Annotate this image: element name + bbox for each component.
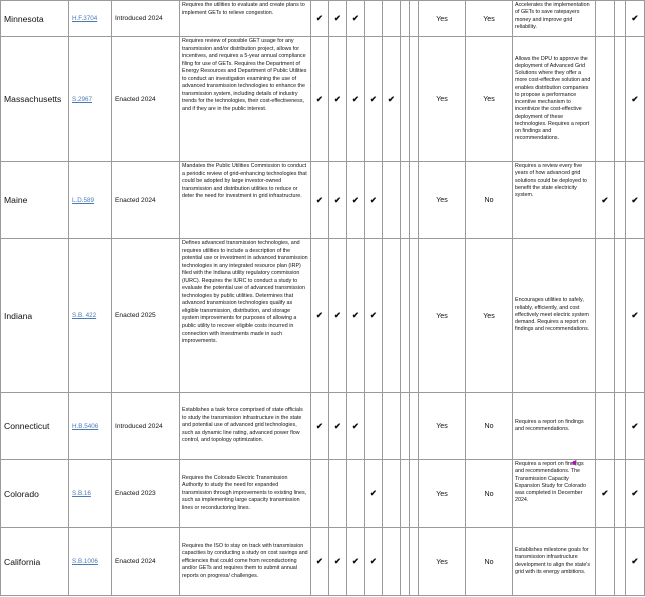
check-mark-icon: ✔ bbox=[596, 162, 615, 239]
bill-impact: Requires a review every five years of how advanced grid solutions could be deployed to benefit the state electricity system. bbox=[513, 162, 596, 239]
check-mark-icon: ✔ bbox=[626, 239, 645, 393]
answer-cell: No bbox=[466, 528, 513, 596]
bill-link[interactable]: H.B.5406 bbox=[72, 422, 99, 430]
bill-status: Enacted 2024 bbox=[112, 528, 180, 596]
check-mark-icon: ✔ bbox=[626, 37, 645, 162]
answer-cell: Yes bbox=[419, 37, 466, 162]
bill-link[interactable]: S.B.16 bbox=[72, 490, 91, 497]
check-mark-icon: ✔ bbox=[347, 239, 365, 393]
bill-status: Introduced 2024 bbox=[112, 1, 180, 37]
check-mark-icon: ✔ bbox=[365, 37, 383, 162]
bill-description: Mandates the Public Utilities Commission to conduct a periodic review of grid-enhancing technologies that could be adopted by large investor-owned transmission and distribution utilities to reduce or deter the need for investment in grid infrastructure. bbox=[180, 162, 311, 239]
table-row bbox=[1, 393, 645, 460]
answer-cell: Yes bbox=[419, 393, 466, 460]
bill-link[interactable]: S.B.1006 bbox=[72, 558, 98, 565]
bill-status: Enacted 2024 bbox=[112, 162, 180, 239]
answer-cell: Yes bbox=[419, 460, 466, 528]
check-mark-icon bbox=[596, 239, 615, 393]
state-name: Colorado bbox=[1, 460, 69, 528]
check-mark-icon: ✔ bbox=[626, 528, 645, 596]
state-name: Minnesota bbox=[1, 1, 69, 37]
check-mark-icon bbox=[596, 393, 615, 460]
check-mark-icon bbox=[410, 37, 419, 162]
empty-cell bbox=[615, 37, 626, 162]
table-row bbox=[1, 1, 645, 37]
bill-impact: Requires a report on findings and recommendations. bbox=[513, 393, 596, 460]
bill-link[interactable]: L.D.589 bbox=[72, 196, 95, 204]
check-mark-icon: ✔ bbox=[347, 528, 365, 596]
check-mark-icon bbox=[401, 460, 410, 528]
answer-cell: No bbox=[466, 460, 513, 528]
check-mark-icon: ✔ bbox=[311, 239, 329, 393]
answer-cell: No bbox=[466, 393, 513, 460]
check-mark-icon: ✔ bbox=[329, 37, 347, 162]
check-mark-icon: ✔ bbox=[347, 162, 365, 239]
answer-cell: Yes bbox=[419, 1, 466, 37]
bill-description: Defines advanced transmission technologies, and requires utilities to include a description of the potential use or investment in advanced transmission technologies in any integrated resource plan (IRP) filed with the Indiana utility regulatory commission (IURC). Requires the IURC to conduct a study to evaluate the potential use of advanced transmission technologies by public utilities. Determines that advanced transmission technologies qualify as eligible transmission, distribution, and storage system improvements for purposes of allowing a public utility to recover eligible costs incurred in connection with investments made in such improvements. bbox=[180, 239, 311, 393]
bill-impact: Requires a report on findings and recommendations. The Transmission Capacity Expansion Study for Colorado was completed in December 2024. bbox=[513, 460, 596, 528]
check-mark-icon: ✔ bbox=[626, 460, 645, 528]
state-name: Maine bbox=[1, 162, 69, 239]
check-mark-icon bbox=[383, 460, 401, 528]
table-row bbox=[1, 460, 645, 528]
check-mark-icon bbox=[329, 460, 347, 528]
bill-description: Requires the Colorado Electric Transmission Authority to study the need for expanded transmission through improvements to existing lines, such as implementing large capacity transmission lines or reconductoring lines. bbox=[180, 460, 311, 528]
bill-description: Requires the utilities to evaluate and create plans to implement GETs to relieve congestion. bbox=[180, 1, 311, 37]
check-mark-icon: ✔ bbox=[365, 162, 383, 239]
answer-cell: Yes bbox=[419, 239, 466, 393]
bill-impact: Allows the DPU to approve the deployment of Advanced Grid Solutions where they offer a more cost-effective solution and enables distribution companies to propose a performance incentive mechanism to incentivize the cost-effective deployment of these technologies. Requires a report on findings and recommendations. bbox=[513, 37, 596, 162]
check-mark-icon: ✔ bbox=[329, 162, 347, 239]
bill-link[interactable]: S.2967 bbox=[72, 95, 92, 103]
check-mark-icon bbox=[383, 162, 401, 239]
bill-link[interactable]: S.B. 422 bbox=[72, 312, 97, 319]
check-mark-icon bbox=[383, 239, 401, 393]
check-mark-icon bbox=[383, 1, 401, 37]
bill-impact: Establishes milestone goals for transmission infrastructure development to align the state's grid with its energy ambitions. bbox=[513, 528, 596, 596]
check-mark-icon: ✔ bbox=[311, 393, 329, 460]
bill-description: Requires the ISO to stay on track with transmission capacities by conducting a study on cost savings and efficiencies that could come from reconductoring and/or GETs and requires them to submit annual reports on progress/ challenges. bbox=[180, 528, 311, 596]
table-row bbox=[1, 162, 645, 239]
check-mark-icon: ✔ bbox=[383, 37, 401, 162]
answer-cell: Yes bbox=[466, 1, 513, 37]
bill-status: Enacted 2025 bbox=[112, 239, 180, 393]
bill-description: Requires review of possible GET usage for any transmission and/or distribution project, allows for incentives, and requires a 5-year annual compliance filing for use of GETs. Requires the Department of Energy Resources and Department of Public Utilities to conduct an investigation examining the use of advanced transmission technologies to enhance the transmission system, including details of industry trends for the technologies, their cost-effectiveness, and if they are in the public interest. bbox=[180, 37, 311, 162]
check-mark-icon: ✔ bbox=[626, 1, 645, 37]
check-mark-icon: ✔ bbox=[626, 393, 645, 460]
empty-cell bbox=[615, 239, 626, 393]
check-mark-icon: ✔ bbox=[365, 239, 383, 393]
table-row bbox=[1, 37, 645, 162]
check-mark-icon bbox=[401, 162, 410, 239]
check-mark-icon bbox=[401, 1, 410, 37]
check-mark-icon: ✔ bbox=[311, 1, 329, 37]
state-name: California bbox=[1, 528, 69, 596]
empty-cell bbox=[615, 162, 626, 239]
check-mark-icon: ✔ bbox=[347, 1, 365, 37]
check-mark-icon bbox=[365, 1, 383, 37]
state-name: Massachusetts bbox=[1, 37, 69, 162]
check-mark-icon bbox=[410, 239, 419, 393]
answer-cell: Yes bbox=[419, 162, 466, 239]
check-mark-icon: ✔ bbox=[311, 528, 329, 596]
check-mark-icon: ✔ bbox=[329, 1, 347, 37]
check-mark-icon bbox=[365, 393, 383, 460]
bill-status: Enacted 2023 bbox=[112, 460, 180, 528]
empty-cell bbox=[615, 393, 626, 460]
bill-description: Establishes a task force comprised of state officials to study the transmission infrastructure in the state and potential use of advanced grid technologies, such as dynamic line rating, advanced power flow control, and topology optimization. bbox=[180, 393, 311, 460]
check-mark-icon bbox=[410, 393, 419, 460]
check-mark-icon: ✔ bbox=[347, 393, 365, 460]
check-mark-icon: ✔ bbox=[329, 528, 347, 596]
empty-cell bbox=[615, 1, 626, 37]
empty-cell bbox=[615, 460, 626, 528]
bill-status: Introduced 2024 bbox=[112, 393, 180, 460]
check-mark-icon bbox=[410, 528, 419, 596]
answer-cell: Yes bbox=[466, 239, 513, 393]
state-name: Connecticut bbox=[1, 393, 69, 460]
check-mark-icon: ✔ bbox=[365, 460, 383, 528]
check-mark-icon bbox=[401, 393, 410, 460]
table-row bbox=[1, 528, 645, 596]
check-mark-icon bbox=[596, 37, 615, 162]
answer-cell: No bbox=[466, 162, 513, 239]
check-mark-icon bbox=[401, 37, 410, 162]
check-mark-icon: ✔ bbox=[596, 460, 615, 528]
check-mark-icon: ✔ bbox=[329, 239, 347, 393]
check-mark-icon: ✔ bbox=[626, 162, 645, 239]
check-mark-icon: ✔ bbox=[365, 528, 383, 596]
bill-link[interactable]: H.F.3704 bbox=[72, 15, 98, 22]
check-mark-icon bbox=[410, 162, 419, 239]
bill-status: Enacted 2024 bbox=[112, 37, 180, 162]
table-row bbox=[1, 239, 645, 393]
bill-impact: Accelerates the implementation of GETs to save ratepayers money and improve grid reliability. bbox=[513, 1, 596, 37]
check-mark-icon: ✔ bbox=[311, 162, 329, 239]
check-mark-icon bbox=[401, 239, 410, 393]
bill-impact: Encourages utilities to safely, reliably, efficiently, and cost effectively meet electric system demand. Requires a report on findings and recommendations. bbox=[513, 239, 596, 393]
empty-cell bbox=[615, 528, 626, 596]
check-mark-icon bbox=[410, 460, 419, 528]
check-mark-icon bbox=[410, 1, 419, 37]
check-mark-icon bbox=[311, 460, 329, 528]
check-mark-icon bbox=[383, 393, 401, 460]
check-mark-icon: ✔ bbox=[347, 37, 365, 162]
answer-cell: Yes bbox=[419, 528, 466, 596]
check-mark-icon bbox=[401, 528, 410, 596]
check-mark-icon bbox=[596, 528, 615, 596]
check-mark-icon bbox=[596, 1, 615, 37]
check-mark-icon bbox=[383, 528, 401, 596]
answer-cell: Yes bbox=[466, 37, 513, 162]
check-mark-icon bbox=[347, 460, 365, 528]
check-mark-icon: ✔ bbox=[311, 37, 329, 162]
check-mark-icon: ✔ bbox=[329, 393, 347, 460]
state-name: Indiana bbox=[1, 239, 69, 393]
